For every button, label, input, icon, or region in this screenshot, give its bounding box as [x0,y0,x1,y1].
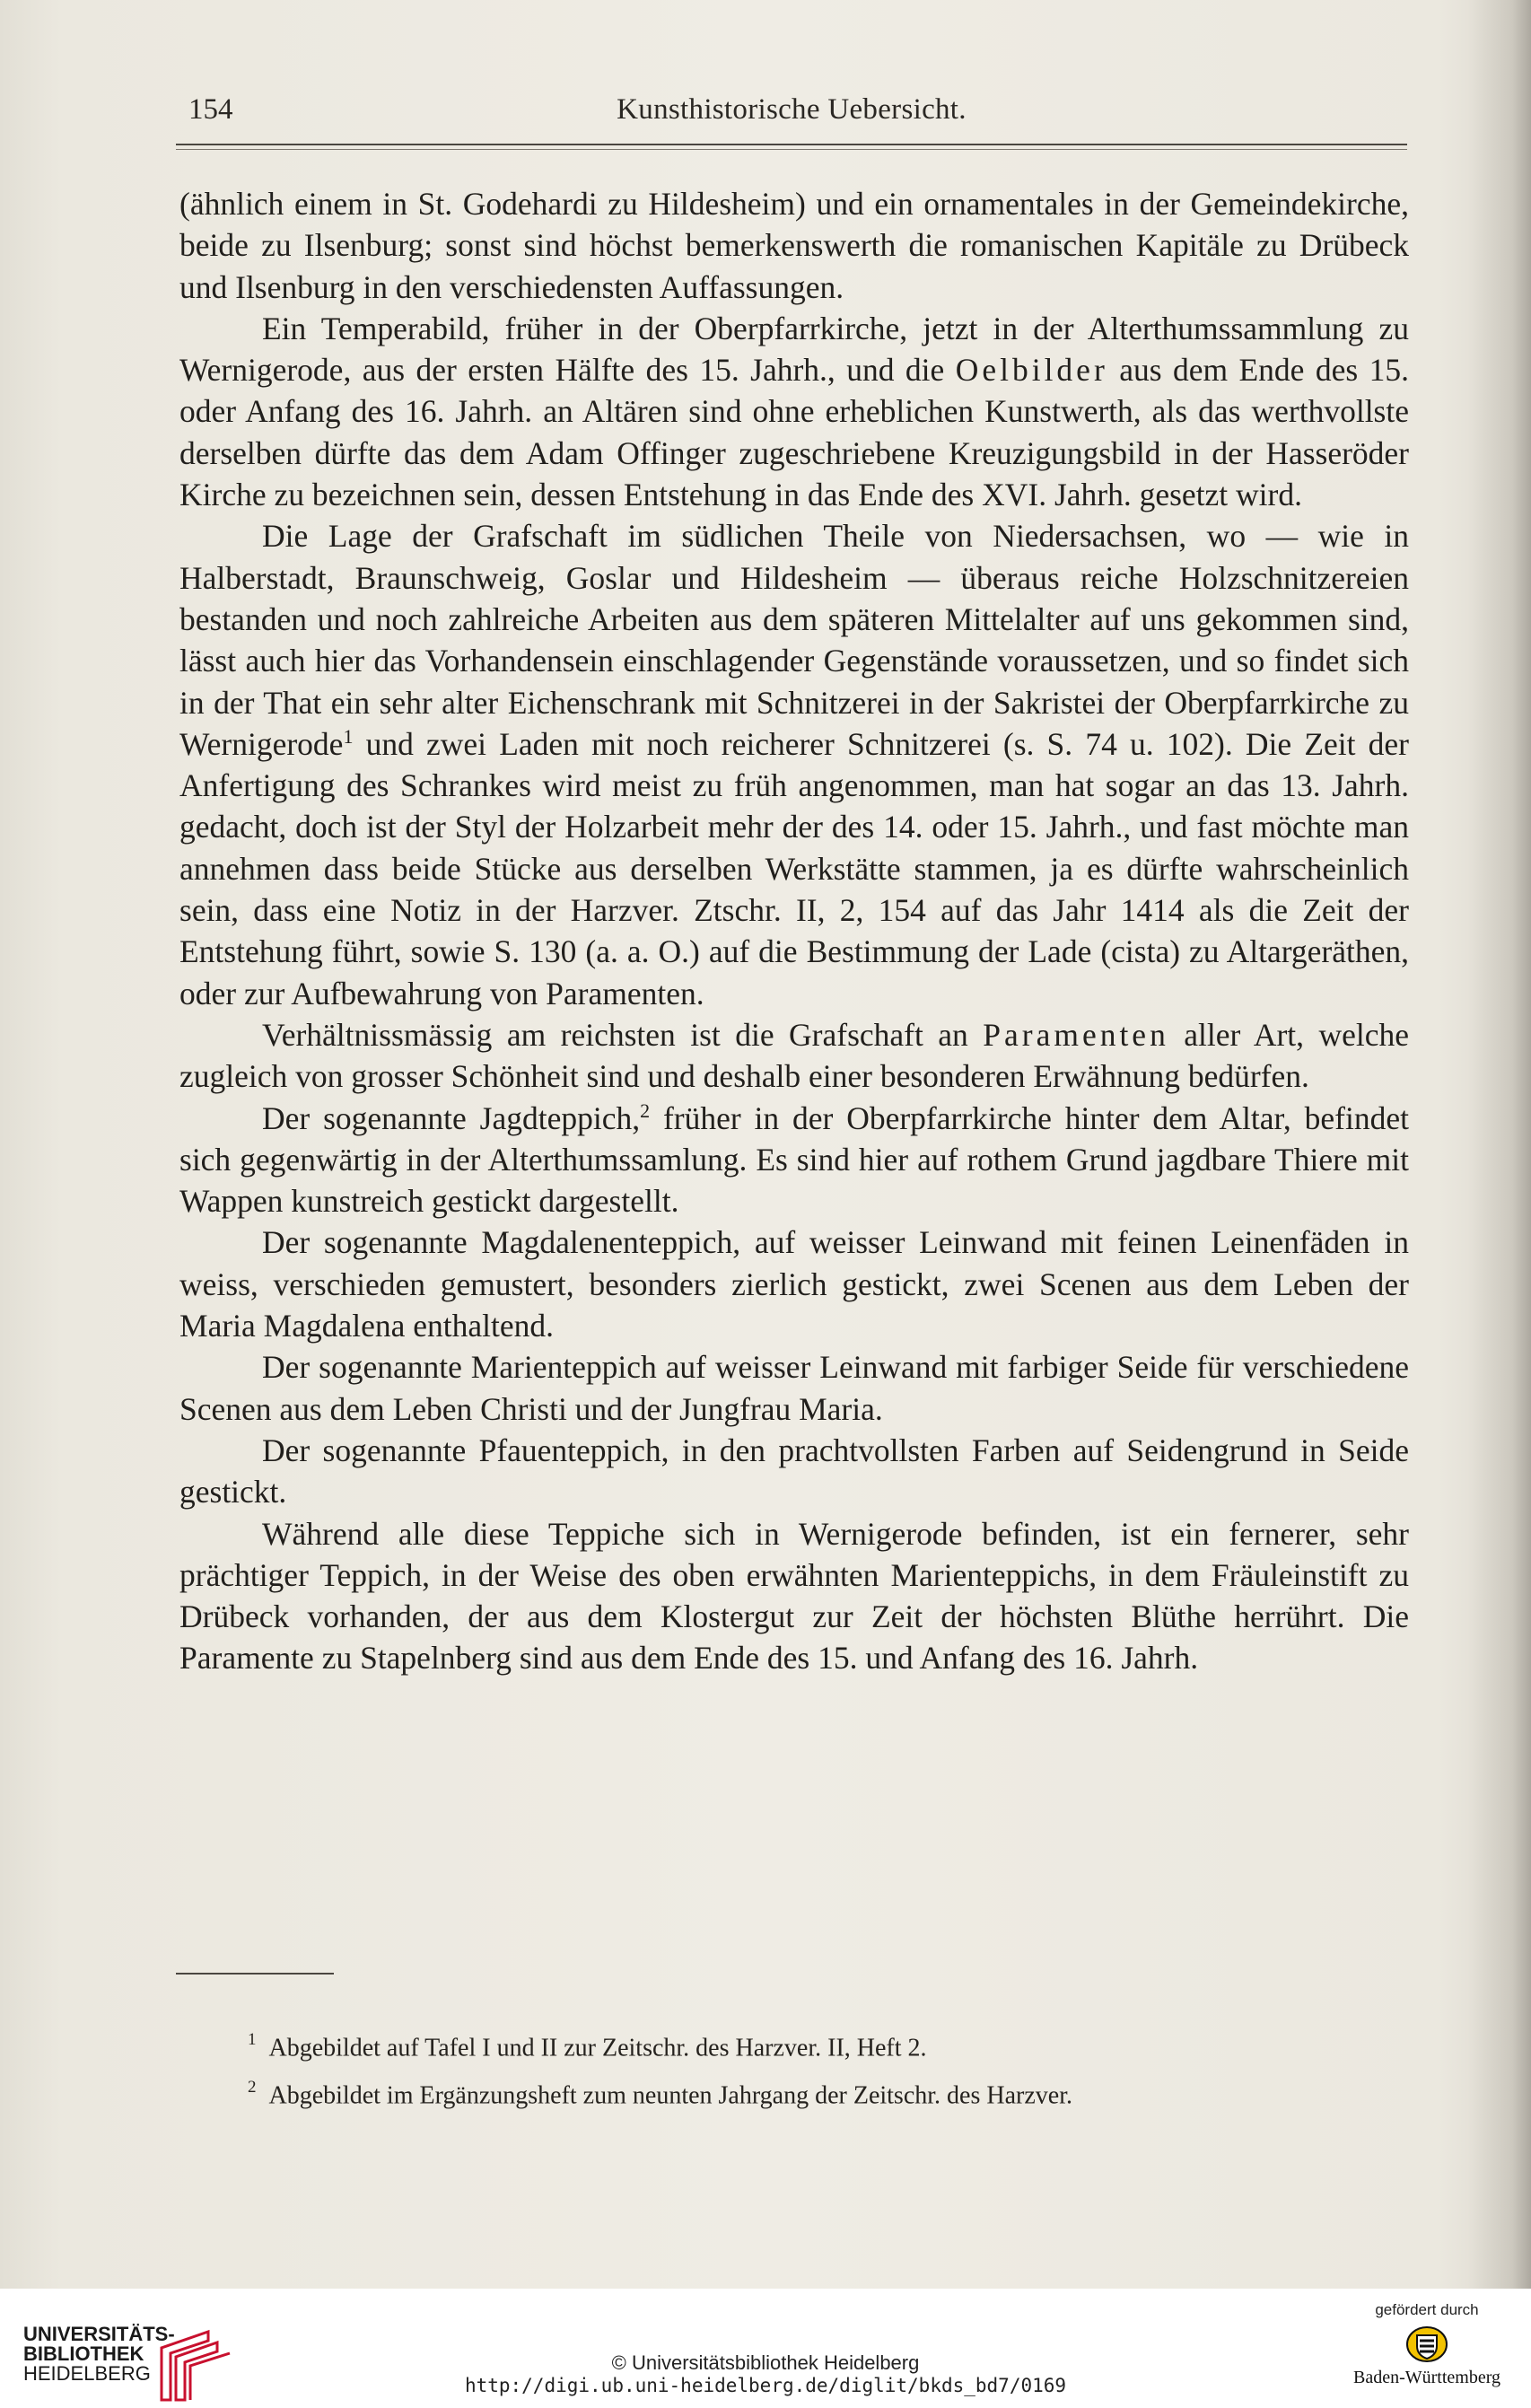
permalink-url[interactable]: http://digi.ub.uni-heidelberg.de/diglit/bkds_bd7/0169 [464,2375,1067,2396]
running-title: Kunsthistorische Uebersicht. [617,93,967,126]
text-run: Verhältnissmässig am reichsten ist die Grafschaft an [262,1016,984,1053]
footnote-ref: 1 [343,725,354,749]
text-run: aus dem Ende des 15. oder Anfang des 16. Jahrh. an Altären sind ohne erheblichen Kunstwerth, als das werthvollste derselben dürfte das dem Adam Offinger zugeschriebene Kreuzigungsbild in der Hasseröder Kirche zu bezeichnen sein, dessen Entstehung in das Ende des XVI. Jahrh. gesetzt wird. [179,352,1409,513]
footnote-ref: 2 [640,1099,651,1122]
body-text [179,183,1409,1679]
paragraph [179,1014,1409,1098]
baden-wuerttemberg-crest-icon [1404,2325,1449,2364]
page-number: 154 [188,93,233,126]
copyright-notice: © Universitätsbibliothek Heidelberg [611,2351,920,2374]
paragraph: Der sogenannte Pfauenteppich, in den prachtvollsten Farben auf Seidengrund in Seide gestickt. [179,1432,1409,1510]
paragraph [179,515,1409,1014]
library-name-line: UNIVERSITÄTS- [23,2323,175,2345]
header-rule [176,144,1407,145]
footnote-text: Abgebildet im Ergänzungsheft zum neunten Jahrgang der Zeitschr. des Harzver. [268,2081,1072,2110]
footnote [248,2021,1414,2069]
paragraph: Der sogenannte Magdalenenteppich, auf weisser Leinwand mit feinen Leinenfäden in weiss, verschieden gemustert, besonders zierlich gestickt, zwei Scenen aus dem Leben der Maria Magdalena enthaltend. [179,1224,1409,1344]
paragraph: (ähnlich einem in St. Godehardi zu Hildesheim) und ein ornamentales in der Gemeindekirche, beide zu Ilsenburg; sonst sind höchst bemerkenswerth die romanischen Kapitäle zu Drübeck und Ilsenburg in den verschiedensten Auffassungen. [179,186,1409,305]
text-run: Die Lage der Grafschaft im südlichen Theile von Niedersachsen, wo — wie in Halberstadt, Braunschweig, Goslar und Hildesheim — überaus reiche Holzschnitzereien bestanden und noch zahlreiche Arbeiten aus dem späteren Mittelalter auf uns gekommen sind, lässt auch hier das Vorhandensein einschlagender Gegenstände voraussetzen, und so findet sich in der That ein sehr alter Eichenschrank mit Schnitzerei in der Sakristei der Oberpfarrkirche zu Wernigerode [179,518,1409,762]
sponsor-name: Baden-Württemberg [1352,2368,1500,2387]
text-run: Ein Temperabild, früher in der Oberpfarrkirche, jetzt in der Alterthumssammlung zu Wernigerode, aus der ersten Hälfte des 15. Jahrh., und die [179,310,1409,389]
paragraph: Während alle diese Teppiche sich in Wernigerode befinden, ist ein fernerer, sehr prächtiger Teppich, in der Weise des oben erwähnten Marienteppichs, in dem Fräuleinstift zu Drübeck vorhanden, der aus dem Klostergut zur Zeit der höchsten Blüthe herrührt. Die Paramente zu Stapelnberg sind aus dem Ende des 15. und Anfang des 16. Jahrh. [179,1515,1409,1677]
spaced-term: Oelbilder [955,352,1108,389]
paragraph: Der sogenannte Marienteppich auf weisser Leinwand mit farbiger Seide für verschiedene Scenen aus dem Leben Christi und der Jungfrau Maria. [179,1349,1409,1427]
text-run: und zwei Laden mit noch reicherer Schnitzerei (s. S. 74 u. 102). Die Zeit der Anfertigung des Schrankes wird meist zu früh angenommen, man hat sogar an das 13. Jahrh. gedacht, doch ist der Styl der Holzarbeit mehr der des 14. oder 15. Jahrh., und fast möchte man annehmen dass beide Stücke aus derselben Werkstätte stammen, ja es dürfte wahrscheinlich sein, dass eine Notiz in der Harzver. Ztschr. II, 2, 154 auf das Jahr 1414 als die Zeit der Entstehung führt, sowie S. 130 (a. a. O.) auf die Bestimmung der Lade (cista) zu Altargeräthen, oder zur Aufbewahrung von Paramenten. [179,725,1409,1011]
viewer-footer [0,2289,1531,2408]
sponsor-label: gefördert durch [1375,2301,1479,2318]
page-edge-shadow [1468,0,1531,2289]
paragraph [179,308,1409,515]
text-run: früher in der Oberpfarrkirche hinter dem Altar, befindet sich gegenwärtig in der Alterthumssamlung. Es sind hier auf rothem Grund jagdbare Thiere mit Wappen kunstreich gestickt dargestellt. [179,1099,1409,1220]
text-run: aller Art, welche zugleich von grosser Schönheit sind und deshalb einer besonderen Erwähnung bedürfen. [179,1016,1409,1095]
header-rule-thin [176,149,1407,150]
footnote-rule [176,1973,334,1975]
sponsor-block [1346,2301,1508,2388]
page-header [176,93,1407,138]
text-run: Der sogenannte Jagdteppich, [262,1099,641,1136]
footnote-text: Abgebildet auf Tafel I und II zur Zeitschr. des Harzver. II, Heft 2. [268,2034,927,2062]
paragraph [179,1098,1409,1222]
footnote-mark: 1 [248,2030,257,2049]
footnotes [248,2021,1414,2117]
library-name-line: HEIDELBERG [23,2362,151,2385]
footnote [248,2069,1414,2116]
library-name-line: BIBLIOTHEK [23,2342,144,2365]
spaced-term: Paramenten [983,1016,1169,1053]
footnote-mark: 2 [248,2078,257,2097]
